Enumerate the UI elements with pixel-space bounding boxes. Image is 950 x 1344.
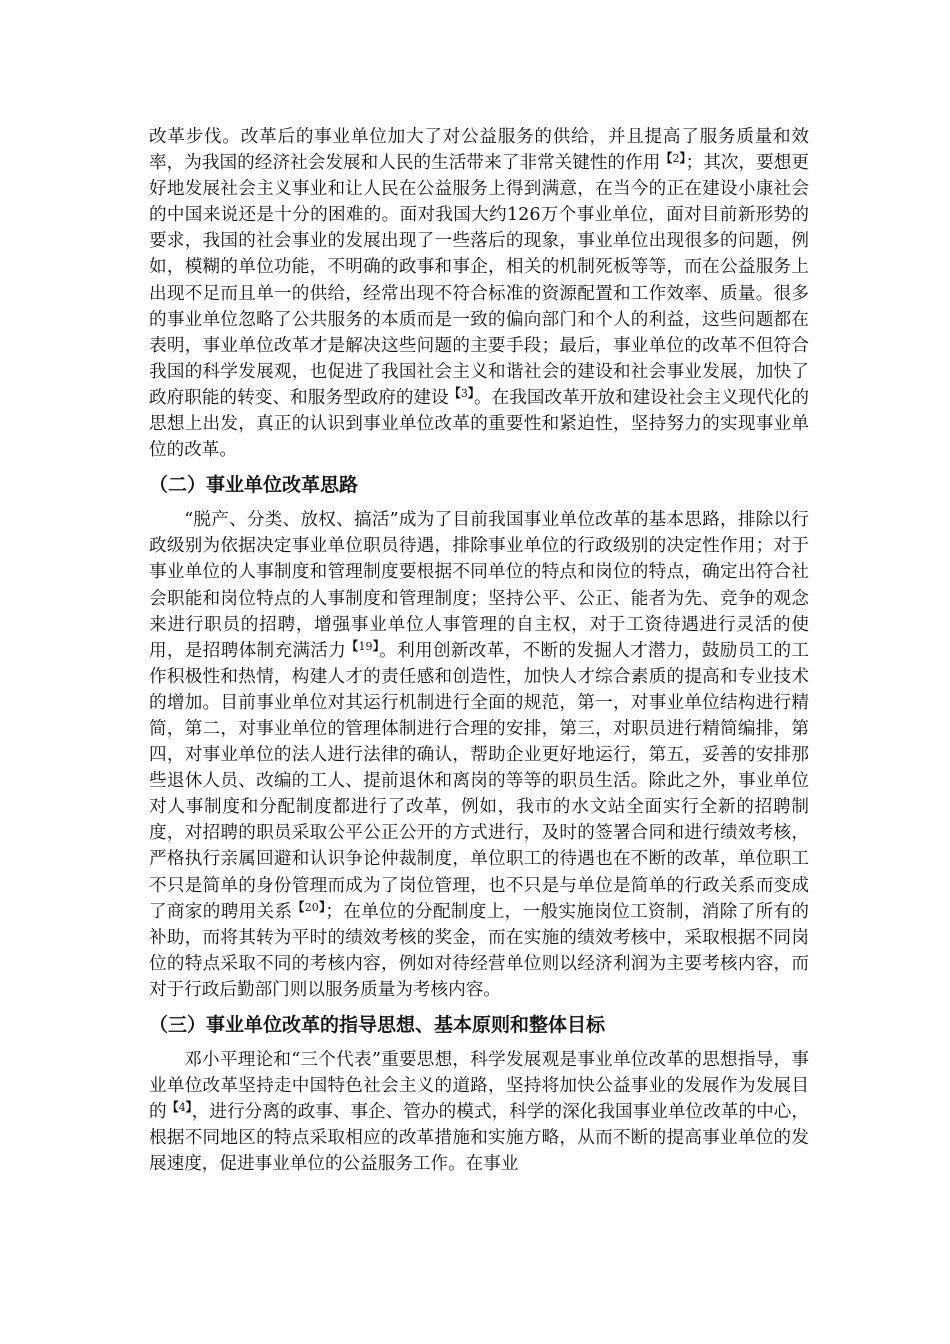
section2-text-2: 。利用创新改革，不断的发掘人才潜力，鼓励员工的工作积极性和热情，构建人才的责任感和创造性，加快人才综合素质的提高和专业技术的增加。目前事业单位对其运行机制进行全面的规范，第一，对事业单位结构进行精简，第二，对事业单位的管理体制进行合理的安排，第三，对职员进行精简编排，第四，对事业单位的法人进行法律的确认，帮助企业更好地运行，第五，妥善的安排那些退休人员、改编的工人、提前退休和离岗的等等的职员生活。除此之外，事业单位对人事制度和分配制度都进行了改革，例如，我市的水文站全面实行全新的招聘制度，对招聘的职员采取公平公正公开的方式进行，及时的签署合同和进行绩效考核，严格执行亲属回避和认识争论仲裁制度，单位职工的待遇也在不断的改革，单位职工不只是简单的身份管理而成为了岗位管理，也不只是与单位是简单的行政关系而变成了商家的聘用关系	[149, 640, 809, 922]
document-page	[149, 124, 809, 1177]
intro-text-2: ；其次，要想更好地发展社会主义事业和让人民在公益服务上得到满意，在当今的正在建设小康社会的中国来说还是十分的困难的。面对我国大约126万个事业单位，面对目前新形势的要求，我国的社会事业的发展出现了一些落后的现象，事业单位出现很多的问题，例如，模糊的单位功能，不明确的政事和事企，相关的机制死板等等，而在公益服务上出现不足而且单一的供给，经常出现不符合标准的资源配置和工作效率、质量。很多的事业单位忽略了公共服务的本质而是一致的偏向部门和个人的利益，这些问题都在表明，事业单位改革才是解决这些问题的主要手段；最后，事业单位的改革不但符合我国的科学发展观，也促进了我国社会主义和谐社会的建设和社会事业发展，加快了政府职能的转变、和服务型政府的建设	[149, 153, 809, 408]
section3-text-1: 邓小平理论和“三个代表”重要思想，科学发展观是事业单位改革的思想指导，事业单位改革坚持走中国特色社会主义的道路，坚持将加快公益事业的发展作为发展目的	[149, 1050, 809, 1123]
intro-text-1: 改革步伐。改革后的事业单位加大了对公益服务的供给，并且提高了服务质量和效率，为我国的经济社会发展和人民的生活带来了非常关键性的作用	[149, 127, 809, 174]
citation-ref: 19	[358, 639, 373, 653]
section2-text-1: “脱产、分类、放权、搞活”成为了目前我国事业单位改革的基本思路，排除以行政级别为依据决定事业单位职员待遇，排除事业单位的行政级别的决定性作用；对于事业单位的人事制度和管理制度要根据不同单位的特点和岗位的特点，确定出符合社会职能和岗位特点的人事制度和管理制度；坚持公平、公正、能者为先、竞争的观念来进行职员的招聘，增强事业单位人事管理的自主权，对于工资待遇进行灵活的使用，是招聘体制充满活力	[149, 510, 809, 661]
section2-paragraph: “脱产、分类、放权、搞活”成为了目前我国事业单位改革的基本思路，排除以行政级别为依据决定事业单位职员待遇，排除事业单位的行政级别的决定性作用；对于事业单位的人事制度和管理制度要根据不同单位的特点和岗位的特点，确定出符合社会职能和岗位特点的人事制度和管理制度；坚持公平、公正、能者为先、竞争的观念来进行职员的招聘，增强事业单位人事管理的自主权，对于工资待遇进行灵活的使用，是招聘体制充满活力$^{【19】}$。利用创新改革，不断的发掘人才潜力，鼓励员工的工作积极性和热情，构建人才的责任感和创造性，加快人才综合素质的提高和专业技术的增加。目前事业单位对其运行机制进行全面的规范，第一，对事业单位结构进行精简，第二，对事业单位的管理体制进行合理的安排，第三，对职员进行精简编排，第四，对事业单位的法人进行法律的确认，帮助企业更好地运行，第五，妥善的安排那些退休人员、改编的工人、提前退休和离岗的等等的职员生活。除此之外，事业单位对人事制度和分配制度都进行了改革，例如，我市的水文站全面实行全新的招聘制度，对招聘的职员采取公平公正公开的方式进行，及时的签署合同和进行绩效考核，严格执行亲属回避和认识争论仲裁制度，单位职工的待遇也在不断的改革，单位职工不只是简单的身份管理而成为了岗位管理，也不只是与单位是简单的行政关系而变成了商家的聘用关系$^{【20】}$；在单位的分配制度上，一般实施岗位工资制，消除了所有的补助，而将其转为平时的绩效考核的奖金，而在实施的绩效考核中，采取根据不同岗位的特点采取不同的考核内容，例如对待经营单位则以经济利润为主要考核内容，而对于行政后勤部门则以服务质量为考核内容。	[149, 510, 809, 1000]
section-heading-2: （二）事业单位改革思路	[149, 474, 359, 497]
section3-paragraph: 邓小平理论和“三个代表”重要思想，科学发展观是事业单位改革的思想指导，事业单位改革坚持走中国特色社会主义的道路，坚持将加快公益事业的发展作为发展目的$^{【4】}$，进行分离的政事、事企、管办的模式，科学的深化我国事业单位改革的中心，根据不同地区的特点采取相应的改革措施和实施方略，从而不断的提高事业单位的发展速度，促进事业单位的公益服务工作。在事业	[149, 1050, 809, 1175]
section2-text-3: ；在单位的分配制度上，一般实施岗位工资制，消除了所有的补助，而将其转为平时的绩效考核的奖金，而在实施的绩效考核中，采取根据不同岗位的特点采取不同的考核内容，例如对待经营单位则以经济利润为主要考核内容，而对于行政后勤部门则以服务质量为考核内容。	[149, 901, 809, 1000]
citation-ref: 3	[460, 386, 468, 400]
intro-paragraph: 改革步伐。改革后的事业单位加大了对公益服务的供给，并且提高了服务质量和效率，为我国的经济社会发展和人民的生活带来了非常关键性的作用$^{【2】}$；其次，要想更好地发展社会主义事业和让人民在公益服务上得到满意，在当今的正在建设小康社会的中国来说还是十分的困难的。面对我国大约126万个事业单位，面对目前新形势的要求，我国的社会事业的发展出现了一些落后的现象，事业单位出现很多的问题，例如，模糊的单位功能，不明确的政事和事企，相关的机制死板等等，而在公益服务上出现不足而且单一的供给，经常出现不符合标准的资源配置和工作效率、质量。很多的事业单位忽略了公共服务的本质而是一致的偏向部门和个人的利益，这些问题都在表明，事业单位改革才是解决这些问题的主要手段；最后，事业单位的改革不但符合我国的科学发展观，也促进了我国社会主义和谐社会的建设和社会事业发展，加快了政府职能的转变、和服务型政府的建设$^{【3】}$。在我国改革开放和建设社会主义现代化的思想上出发，真正的认识到事业单位改革的重要性和紧迫性，坚持努力的实现事业单位的改革。	[149, 127, 809, 461]
citation-ref: 4	[178, 1101, 186, 1115]
section3-text-2: ，进行分离的政事、事企、管办的模式，科学的深化我国事业单位改革的中心，根据不同地区的特点采取相应的改革措施和实施方略，从而不断的提高事业单位的发展速度，促进事业单位的公益服务工作。在事业	[149, 1102, 809, 1175]
citation-ref: 2	[672, 152, 680, 166]
section-heading-3: （三）事业单位改革的指导思想、基本原则和整体目标	[149, 1014, 606, 1036]
citation-ref: 20	[304, 900, 319, 914]
intro-text-3: 。在我国改革开放和建设社会主义现代化的思想上出发，真正的认识到事业单位改革的重要性和紧迫性，坚持努力的实现事业单位的改革。	[149, 387, 809, 461]
